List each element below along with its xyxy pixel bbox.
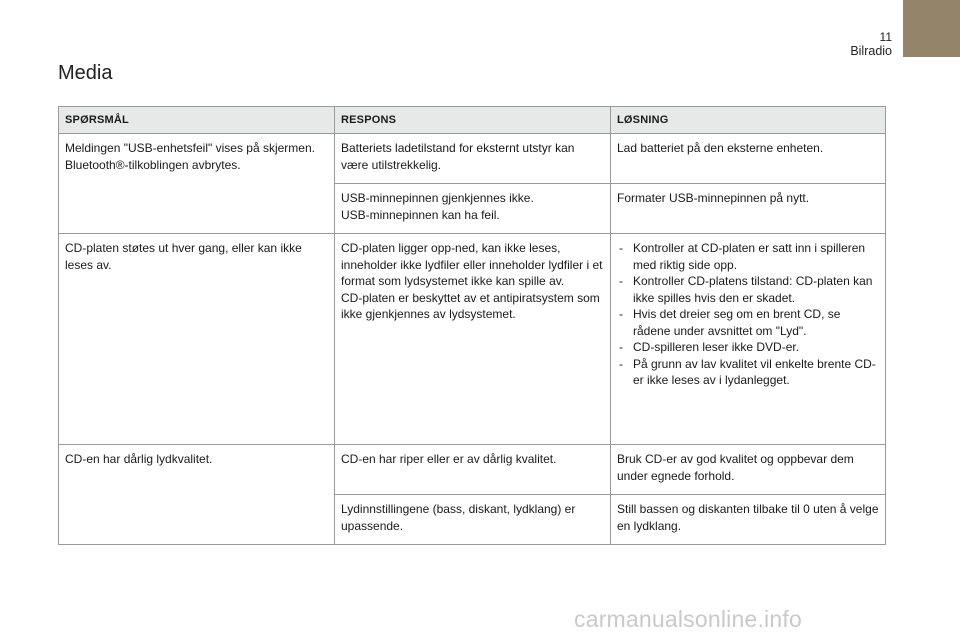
solution-text: Still bassen og diskanten tilbake til 0 uten å velge en lydklang. <box>617 502 879 533</box>
solution-text: Bruk CD-er av god kvalitet og oppbevar dem under egnede forhold. <box>617 452 854 483</box>
table-row <box>59 445 886 495</box>
response-text: CD-platen ligger opp-ned, kan ikke leses, inneholder ikke lydfiler eller inneholder lydfiler i et format som lydsystemet ikke kan spille av. <box>341 241 603 288</box>
solution-list <box>617 240 879 389</box>
question-text: CD-en har dårlig lydkvalitet. <box>65 452 213 466</box>
response-text: Batteriets ladetilstand for eksternt utstyr kan være utilstrekkelig. <box>341 141 575 172</box>
troubleshooting-table <box>58 106 886 545</box>
question-text: Bluetooth®-tilkoblingen avbrytes. <box>65 157 241 172</box>
list-item: - Hvis det dreier seg om en brent CD, se rådene under avsnittet om "Lyd". <box>617 306 879 339</box>
response-cell <box>335 234 611 445</box>
response-cell <box>335 495 611 545</box>
response-text: CD-platen er beskyttet av et antipiratsystem som ikke gjenkjennes av lydsystemet. <box>341 290 600 321</box>
solution-text: Formater USB-minnepinnen på nytt. <box>617 191 810 205</box>
column-header-solution: LØSNING <box>611 107 886 134</box>
response-text: Lydinnstillingene (bass, diskant, lydklang) er upassende. <box>341 502 576 533</box>
column-header-question: SPØRSMÅL <box>59 107 335 134</box>
solution-cell <box>611 184 886 234</box>
list-item: - På grunn av lav kvalitet vil enkelte brente CD-er ikke leses av i lydanlegget. <box>617 356 879 389</box>
solution-text: Lad batteriet på den eksterne enheten. <box>617 141 824 155</box>
section-tab <box>903 0 960 57</box>
question-cell <box>59 134 335 234</box>
section-name: Bilradio <box>850 44 892 58</box>
question-text: Meldingen "USB-enhetsfeil" vises på skjermen. <box>65 141 315 155</box>
response-text: USB-minnepinnen gjenkjennes ikke. <box>341 191 534 205</box>
question-cell <box>59 445 335 545</box>
solution-cell <box>611 445 886 495</box>
column-header-response: RESPONS <box>335 107 611 134</box>
response-cell <box>335 134 611 184</box>
table-row <box>59 134 886 184</box>
list-item: - CD-spilleren leser ikke DVD-er. <box>617 339 879 356</box>
table-header-row <box>59 107 886 134</box>
question-cell <box>59 234 335 445</box>
page-title: Media <box>58 62 113 84</box>
watermark: carmanualsonline.info <box>574 606 802 632</box>
solution-cell <box>611 495 886 545</box>
list-item: - Kontroller at CD-platen er satt inn i spilleren med riktig side opp. <box>617 240 879 273</box>
response-cell <box>335 445 611 495</box>
response-cell <box>335 184 611 234</box>
page-number: 11 <box>879 30 892 44</box>
solution-cell <box>611 134 886 184</box>
list-item: - Kontroller CD-platens tilstand: CD-platen kan ikke spilles hvis den er skadet. <box>617 273 879 306</box>
response-text: USB-minnepinnen kan ha feil. <box>341 207 500 222</box>
question-text: CD-platen støtes ut hver gang, eller kan ikke leses av. <box>65 241 302 272</box>
solution-cell <box>611 234 886 445</box>
table-row <box>59 234 886 445</box>
response-text: CD-en har riper eller er av dårlig kvalitet. <box>341 452 557 466</box>
